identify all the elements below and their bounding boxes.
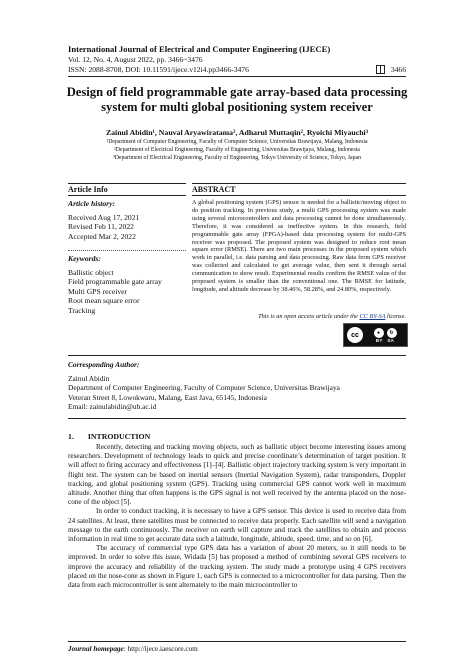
abstract-bottom-rule (192, 195, 406, 196)
abstract-end-rule (68, 355, 406, 356)
history-label: Article history: (68, 199, 116, 208)
license-link[interactable]: CC BY-SA (359, 313, 386, 320)
corresponding-line: Department of Computer Engineering, Faculty of Computer Science, Universitas Brawijaya (68, 383, 340, 393)
corresponding-email[interactable]: Email: zainulabidin@ub.ac.id (68, 402, 157, 412)
title-line: system for multi global positioning system receiver (101, 100, 373, 114)
abstract-top-rule (192, 183, 406, 184)
keyword-item: Multi GPS receiver (68, 286, 128, 296)
attribution-icon: ● (374, 328, 384, 338)
keyword-item: Root mean square error (68, 296, 140, 305)
keywords-block (68, 254, 186, 315)
issn-line: ISSN: 2088-8708, DOI: 10.11591/ijece.v12i4.pp3466-3476 (68, 65, 249, 74)
open-access-notice (192, 313, 406, 320)
cc-badge-label: BY SA (375, 337, 395, 343)
abstract-text: A global positioning system (GPS) sensor is needed for a ballistic/moving object to do position tracking. In previous study, a multi GPS processing system was made using several microcontrollers and data processing cannot be done simultaneously. Therefore, it was considered as ineffective system. In this research, field programmable gate array (FPGA)-based data processing system for multi-GPS receiver was proposed. The proposed system was designed to reduce root mean square error (RMSE). There are two main processes in the proposed system which work in parallel, i.e. data parsing and data processing. Raw data from GPS receiver was collected and calculated to get average value, then sent it through serial communication to show result. Experimental results confirm the RMSE value of the proposed system is smaller than the conventional one. The RMSE for latitude, longitude, and altitude decrease by 38.46%, 58.28%, and 24.80%, respectively. (192, 199, 406, 293)
article-info-bottom-rule (68, 195, 186, 196)
intro-paragraph: The accuracy of commercial type GPS data has a variation of about 20 meters, so it still needs to be improved. In order to solve this issue, Widada [5] has proposed a method of combining several GPS receivers to improve the accuracy and reliability of the tracking system. The study made a prototype using 4 GPS receivers placed on the nose-cone as shown in Figure 1, each GPS is connected to a microcontroller for data parsing. Then the data from each microcontroller is sent alternately to the main microcontroller to (68, 544, 406, 590)
article-history (68, 199, 186, 241)
intro-paragraph: In order to conduct tracking, it is necessary to have a GPS sensor. This device is used to receive data from 24 satellites. At least, three satellites must be connected to receive data properly. Each satellite will send a navigation message to the earth continuously. The receiver on earth will capture and track the satellites to obtain and process information in real time to get accurate data such a latitude, longitude, altitude, speed, time, and so on [6]. (68, 507, 406, 544)
journal-name: International Journal of Electrical and Computer Engineering (IJECE) (68, 44, 331, 54)
affiliation-2: ²Department of Electrical Engineering, Faculty of Engineering, Universitas Brawijaya, Malang, Indonesia (114, 147, 360, 153)
article-info-top-rule (68, 183, 186, 184)
intro-title: INTRODUCTION (87, 432, 151, 441)
keyword-item: Ballistic object (68, 267, 114, 277)
cc-by-sa-badge[interactable] (343, 323, 408, 347)
article-info-heading: Article Info (68, 185, 108, 194)
corresponding-author-block (68, 360, 406, 412)
book-icon (376, 65, 385, 74)
keywords-label: Keywords: (68, 254, 101, 263)
homepage-url[interactable]: : http://ijece.iaescore.com (123, 645, 198, 653)
intro-heading (68, 432, 150, 441)
open-access-suffix: license. (385, 313, 406, 320)
history-item: Accepted Mar 2, 2022 (68, 231, 136, 241)
share-alike-icon: ↻ (387, 328, 397, 338)
corresponding-end-rule (68, 418, 406, 419)
history-item: Received Aug 17, 2021 (68, 212, 140, 222)
open-access-prefix: This is an open access article under the (258, 313, 360, 320)
cc-logo-icon: cc (347, 327, 363, 343)
title-line: Design of field programmable gate array-based data processing (66, 85, 408, 99)
affiliation-1: ¹Department of Computer Engineering, Faculty of Computer Science, Universitas Brawijaya, Malang, Indonesia (106, 139, 368, 145)
author-list: Zainul Abidin¹, Nauval Aryawiratama², Adharul Muttaqin², Ryoichi Miyauchi³ (105, 128, 369, 137)
page-number-block (376, 65, 406, 74)
history-divider (68, 250, 186, 251)
header-rule (68, 76, 406, 77)
corresponding-label: Corresponding Author: (68, 360, 140, 369)
page-number: 3466 (390, 65, 406, 74)
corresponding-line: Zainul Abidin (68, 373, 110, 383)
keyword-item: Field programmable gate array (68, 277, 162, 286)
footer-rule (68, 641, 406, 642)
abstract-heading: ABSTRACT (192, 185, 236, 194)
volume-line: Vol. 12, No. 4, August 2022, pp. 3466~3476 (68, 55, 203, 64)
history-item: Revised Feb 11, 2022 (68, 222, 134, 231)
intro-number: 1. (68, 432, 74, 441)
corresponding-line: Veteran Street 8, Lowokwaru, Malang, East Java, 65145, Indonesia (68, 392, 267, 402)
intro-paragraph: Recently, detecting and tracking moving objects, such as ballistic object become interesting issues among researchers. Development of technology leads to quick and precise coordinate’s determination of target position. It will affect to firing accuracy and effectiveness [1]–[4]. Ballistic object trajectory tracking system is very important in flight test. The system can be based on inertial sensors (Inertial Navigation System), radar transponders, Doppler tracking, and global positioning system (GPS). Tracking using commercial GPS cannot work well in maximum altitude. Another thing that often happens is the GPS signal is not well received by the antenna placed on the nose-cone of the object [5]. (68, 443, 406, 507)
footer (68, 645, 198, 653)
paper-title (60, 85, 414, 115)
affiliation-3: ³Department of Electrical Engineering, Faculty of Engineering, Tokyo University of Science, Tokyo, Japan (113, 155, 361, 161)
homepage-label: Journal homepage (68, 645, 124, 653)
keyword-item: Tracking (68, 305, 96, 315)
intro-body (68, 443, 406, 590)
